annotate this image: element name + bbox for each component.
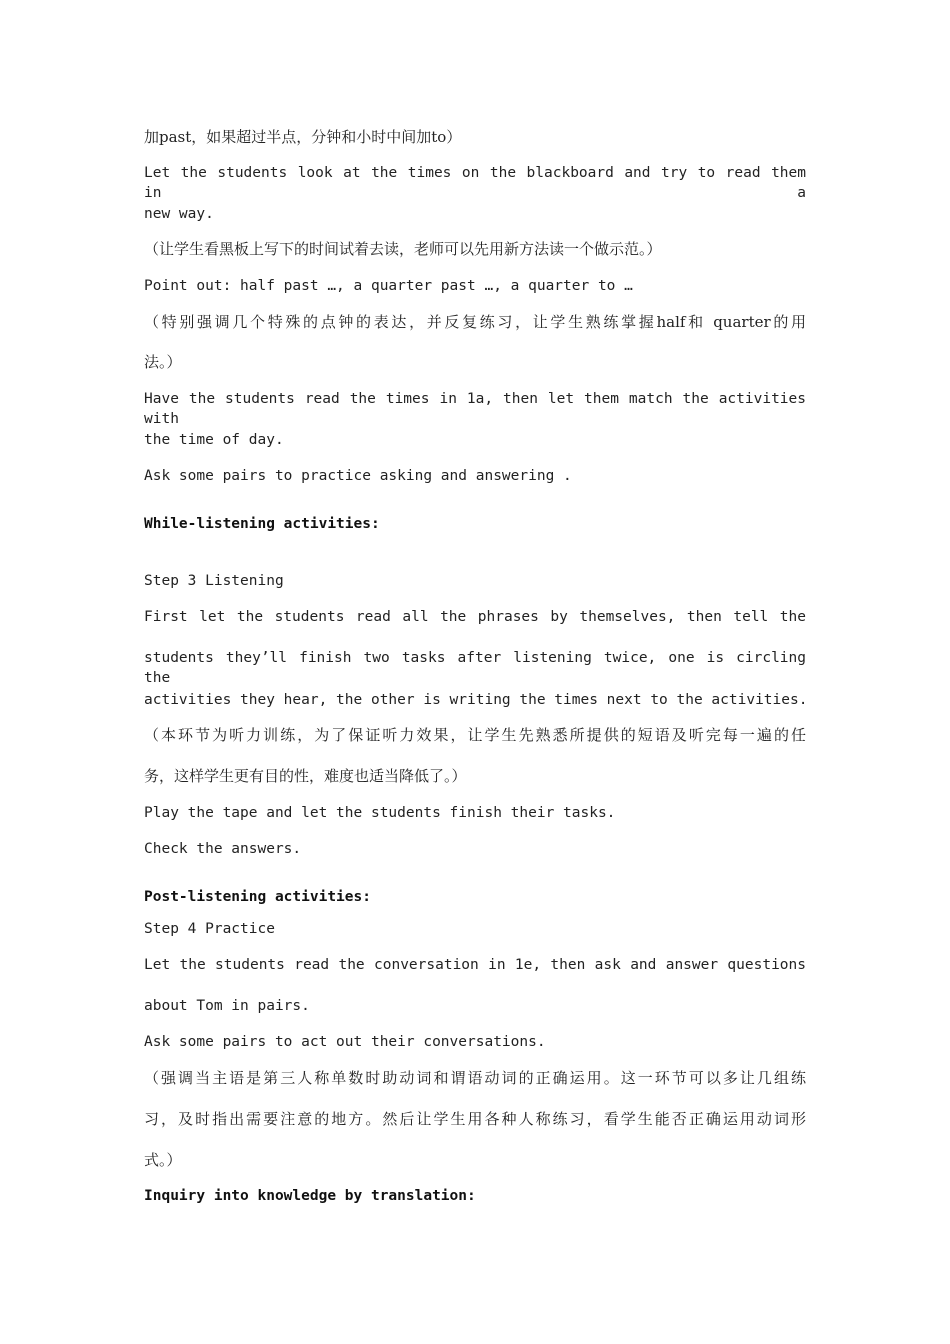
text-line: the time of day. [144, 432, 284, 448]
text-line: Ask some pairs to practice asking and answering . [144, 468, 572, 484]
text-line: （特别强调几个特殊的点钟的表达，并反复练习，让学生熟练掌握half和 quarter的用 [144, 313, 806, 331]
text-line: Point out: half past …, a quarter past …, a quarter to … [144, 278, 633, 294]
text-line: 习，及时指出需要注意的地方。然后让学生用各种人称练习，看学生能否正确运用动词形 [144, 1110, 806, 1128]
text-line: activities they hear, the other is writing the times next to the activities. [144, 692, 808, 708]
text-line: students they’ll finish two tasks after listening twice, one is circling the [144, 650, 806, 686]
section-heading: While-listening activities: [144, 516, 380, 532]
text-line: Let the students read the conversation in 1e, then ask and answer questions [144, 957, 806, 973]
text-line: Ask some pairs to act out their conversations. [144, 1034, 546, 1050]
step-title: Step 4 Practice [144, 921, 275, 937]
text-line: new way. [144, 206, 214, 222]
text-line: Check the answers. [144, 841, 302, 857]
text-line: Let the students look at the times on the blackboard and try to read them in a [144, 165, 806, 201]
text-line: Have the students read the times in 1a, then let them match the activities with [144, 391, 806, 427]
text-line: Play the tape and let the students finish their tasks. [144, 805, 616, 821]
text-line: （让学生看黑板上写下的时间试着去读，老师可以先用新方法读一个做示范。） [144, 240, 662, 258]
section-heading: Post-listening activities: [144, 889, 371, 905]
text-line: 式。） [144, 1151, 182, 1169]
text-line: about Tom in pairs. [144, 998, 310, 1014]
text-line: First let the students read all the phrases by themselves, then tell the [144, 609, 806, 625]
text-line: （本环节为听力训练，为了保证听力效果，让学生先熟悉所提供的短语及听完每一遍的任 [144, 726, 806, 744]
text-line: 加past，如果超过半点，分钟和小时中间加to） [144, 128, 462, 146]
text-line: 法。） [144, 353, 182, 371]
step-title: Step 3 Listening [144, 573, 284, 589]
text-line: 务，这样学生更有目的性，难度也适当降低了。） [144, 767, 467, 785]
section-heading: Inquiry into knowledge by translation: [144, 1188, 476, 1204]
text-line: （强调当主语是第三人称单数时助动词和谓语动词的正确运用。这一环节可以多让几组练 [144, 1069, 806, 1087]
